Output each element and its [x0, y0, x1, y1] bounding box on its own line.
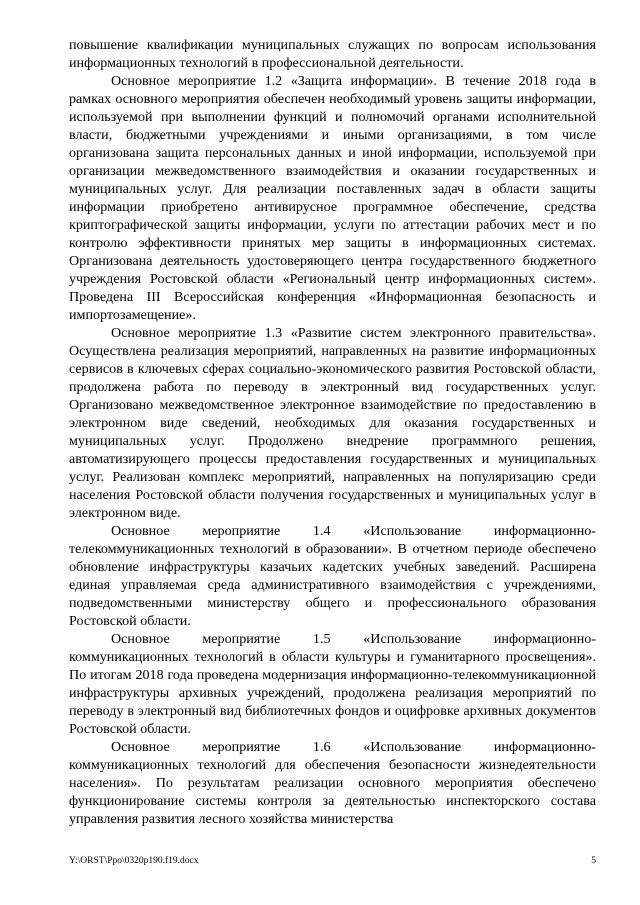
paragraph-measure-1-5: Основное мероприятие 1.5 «Использование информационно-коммуникационных технологий в области культуры и гуманитарного просвещения». По итогам 2018 года проведена модернизация информационно-телекоммуникационной инфраструктуры архивных учреждений, продолжена реализация мероприятий по переводу в электронный вид библиотечных фондов и оцифровке архивных документов Ростовской области.: [69, 631, 596, 737]
page-number: 5: [591, 856, 596, 866]
footer-file-path: Y:\ORST\Ppo\0320p190.f19.docx: [69, 856, 199, 866]
paragraph-measure-1-3: Основное мероприятие 1.3 «Развитие систем электронного правительства». Осуществлена реализация мероприятий, направленных на развитие информационных сервисов в ключевых сферах социально-экономического развития Ростовской области, продолжена работа по переводу в электронный вид государственных услуг. Организовано межведомственное электронное взаимодействие по предоставлению в электронном виде сведений, необходимых для оказания государственных и муниципальных услуг. Продолжено внедрение программного решения, автоматизирующего процессы предоставления государственных и муниципальных услуг. Реализован комплекс мероприятий, направленных на популяризацию среди населения Ростовской области получения государственных и муниципальных услуг в электронном виде.: [69, 325, 596, 521]
document-body: [69, 36, 596, 828]
paragraph-continuation: повышение квалификации муниципальных служащих по вопросам использования информационных технологий в профессиональной деятельности.: [69, 37, 596, 71]
page-footer: [69, 855, 596, 867]
paragraph-measure-1-4: Основное мероприятие 1.4 «Использование информационно-телекоммуникационных технологий в образовании». В отчетном периоде обеспечено обновление инфраструктуры казачьих кадетских учебных заведений. Расширена единая управляемая среда административного взаимодействия с учреждениями, подведомственными министерству общего и профессионального образования Ростовской области.: [69, 523, 596, 629]
paragraph-measure-1-6: Основное мероприятие 1.6 «Использование информационно-коммуникационных технологий для обеспечения безопасности жизнедеятельности населения». По результатам реализации основного мероприятия обеспечено функционирование системы контроля за деятельностью инспекторского состава управления развития лесного хозяйства министерства: [69, 739, 596, 827]
paragraph-measure-1-2: Основное мероприятие 1.2 «Защита информации». В течение 2018 года в рамках основного мероприятия обеспечен необходимый уровень защиты информации, используемой при выполнении функций и полномочий органами исполнительной власти, бюджетными учреждениями и иными организациями, в том числе организована защита персональных данных и иной информации, используемой при организации межведомственного взаимодействия и оказании государственных и муниципальных услуг. Для реализации поставленных задач в области защиты информации приобретено антивирусное программное обеспечение, средства криптографической защиты информации, услуги по аттестации рабочих мест и по контролю эффективности принятых мер защиты в информационных системах. Организована деятельность удостоверяющего центра государственного бюджетного учреждения Ростовской области «Региональный центр информационных систем». Проведена III Всероссийская конференция «Информационная безопасность и импортозамещение».: [69, 73, 596, 323]
